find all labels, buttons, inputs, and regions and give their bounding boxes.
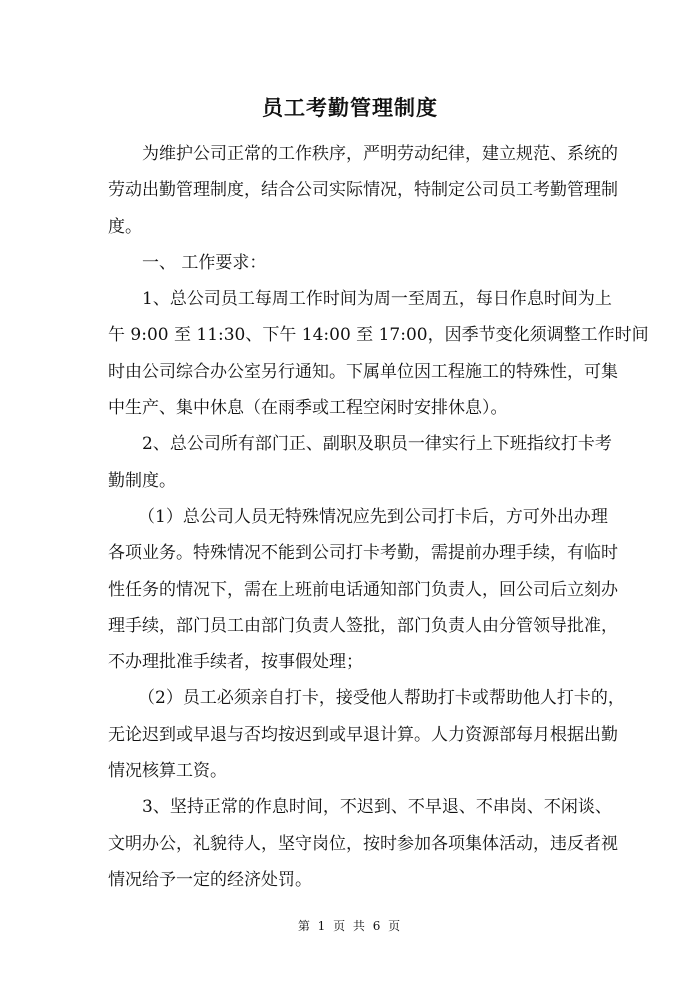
- text-line: 度。: [108, 216, 142, 237]
- section-heading-work-requirements: [108, 245, 595, 281]
- text-line: 情况核算工资。: [108, 761, 227, 782]
- paragraph-item-1: [108, 281, 649, 426]
- text-line: 1、总公司员工每周工作时间为周一至周五，每日作息时间为上: [142, 289, 612, 310]
- text-line: 不办理批准手续者，按事假处理；: [108, 652, 363, 673]
- document-body: [108, 136, 649, 898]
- text-line: （2）员工必须亲自打卡，接受他人帮助打卡或帮助他人打卡的，: [138, 688, 625, 709]
- text-line: 一、 工作要求：: [142, 252, 267, 273]
- paragraph-subitem-2: [108, 680, 625, 789]
- text-line: 劳动出勤管理制度，结合公司实际情况，特制定公司员工考勤管理制: [108, 180, 618, 201]
- text-line: 午 9:00 至 11:30、下午 14:00 至 17:00，因季节变化须调整工作时间: [108, 325, 649, 346]
- text-line: 为维护公司正常的工作秩序，严明劳动纪律，建立规范、系统的: [142, 144, 618, 164]
- page-number-footer: 第 1 页 共 6 页: [297, 919, 403, 933]
- text-line: 各项业务。特殊情况不能到公司打卡考勤，需提前办理手续，有临时: [108, 543, 618, 564]
- text-line: 性任务的情况下，需在上班前电话通知部门负责人，回公司后立刻办: [108, 579, 618, 600]
- paragraph-subitem-1: [108, 499, 618, 680]
- text-line: 理手续，部门员工由部门负责人签批，部门负责人由分管领导批准，: [108, 615, 618, 636]
- text-line: 情况给予一定的经济处罚。: [108, 869, 312, 890]
- text-line: 中生产、集中休息（在雨季或工程空闲时安排休息）。: [108, 398, 508, 419]
- text-line: 时由公司综合办公室另行通知。下属单位因工程施工的特殊性，可集: [108, 361, 618, 382]
- text-line: 2、总公司所有部门正、副职及职员一律实行上下班指纹打卡考: [142, 434, 612, 455]
- paragraph-item-3: [108, 789, 618, 898]
- text-line: 勤制度。: [108, 470, 176, 491]
- paragraph-intro: [108, 136, 618, 245]
- paragraph-item-2: [108, 426, 612, 499]
- text-line: 无论迟到或早退与否均按迟到或早退计算。人力资源部每月根据出勤: [108, 724, 618, 745]
- text-line: 文明办公，礼貌待人，坚守岗位，按时参加各项集体活动，违反者视: [108, 833, 618, 854]
- document-title: 员工考勤管理制度: [262, 95, 438, 120]
- text-line: 3、坚持正常的作息时间，不迟到、不早退、不串岗、不闲谈、: [142, 797, 612, 818]
- text-line: （1）总公司人员无特殊情况应先到公司打卡后，方可外出办理: [138, 506, 608, 527]
